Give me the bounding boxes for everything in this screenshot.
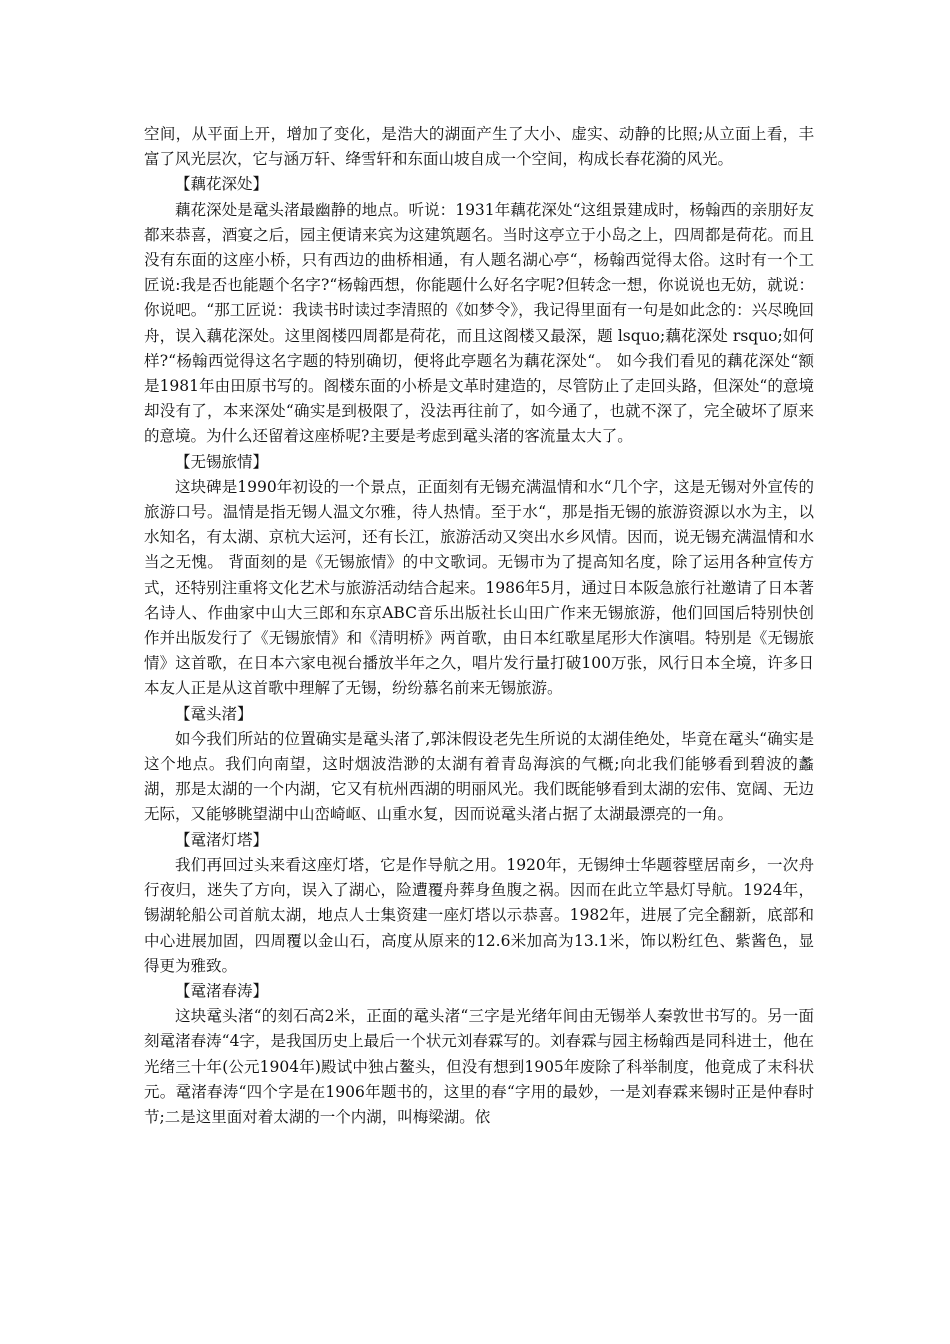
- section-heading-lighthouse: 【鼋渚灯塔】: [175, 830, 269, 849]
- paragraph-yuantouzhu: 如今我们所站的位置确实是鼋头渚了,郭沫假设老先生所说的太湖佳绝处，毕竟在鼋头“确实是这个地点。我们向南望，这时烟波浩渺的太湖有着青岛海滨的气概;向北我们能够看到碧波的蠡湖，那是太湖的一个内湖，它又有杭州西湖的明丽风光。我们既能够看到太湖的宏伟、宽阔、无边无际，又能够眺望湖中山峦崎岖、山重水复，因而说鼋头渚占据了太湖最漂亮的一角。: [144, 729, 814, 824]
- section-heading-chuntao: 【鼋渚春涛】: [175, 981, 269, 1000]
- paragraph-intro: 空间，从平面上开，增加了变化，是浩大的湖面产生了大小、虚实、动静的比照;从立面上看，丰富了风光层次，它与涵万轩、绛雪轩和东面山坡自成一个空间，构成长春花漪的风光。: [144, 125, 814, 169]
- paragraph-ouhua: 藕花深处是鼋头渚最幽静的地点。听说：1931年藕花深处“这组景建成时，杨翰西的亲朋好友都来恭喜，酒宴之后，园主便请来宾为这建筑题名。当时这亭立于小岛之上，四周都是荷花。而且没有东面的这座小桥，只有西边的曲桥相通，有人题名湖心亭“，杨翰西觉得太俗。这时有一个工匠说:我是否也能题个名字?“杨翰西想，你能题什么好名字呢?但转念一想，你说说也无妨，就说：你说吧。“那工匠说：我读书时读过李清照的《如梦令》，我记得里面有一句是如此念的：兴尽晚回舟，误入藕花深处。这里阁楼四周都是荷花，而且这阁楼又最深，题 lsquo;藕花深处 rsquo;如何样?“杨翰西觉得这名字题的特别确切，便将此亭题名为藕花深处“。 如今我们看见的藕花深处“额是1981年由田原书写的。阁楼东面的小桥是文革时建造的，尽管防止了走回头路，但深处“的意境却没有了，本来深处“确实是到极限了，没法再往前了，如今通了，也就不深了，完全破坏了原来的意境。为什么还留着这座桥呢?主要是考虑到鼋头渚的客流量太大了。: [144, 200, 814, 446]
- section-heading-ouhua: 【藕花深处】: [175, 175, 269, 194]
- paragraph-lighthouse: 我们再回过头来看这座灯塔，它是作导航之用。1920年，无锡绅士华题蓉壁居南乡，一次舟行夜归，迷失了方向，误入了湖心，险遭覆舟葬身鱼腹之祸。因而在此立竿悬灯导航。1924年，锡湖轮船公司首航太湖，地点人士集资建一座灯塔以示恭喜。1982年，进展了完全翻新，底部和中心进展加固，四周覆以金山石，高度从原来的12.6米加高为13.1米，饰以粉红色、紫酱色，显得更为雅致。: [144, 855, 814, 975]
- paragraph-wuxi-lvqing: 这块碑是1990年初设的一个景点，正面刻有无锡充满温情和水“几个字，这是无锡对外宣传的旅游口号。温情是指无锡人温文尔雅，待人热情。至于水“，那是指无锡的旅游资源以水为主，以水知名，有太湖、京杭大运河，还有长江，旅游活动又突出水乡风情。因而，说无锡充满温情和水当之无愧。 背面刻的是《无锡旅情》的中文歌词。无锡市为了提高知名度，除了运用各种宣传方式，还特别注重将文化艺术与旅游活动结合起来。1986年5月，通过日本阪急旅行社邀请了日本著名诗人、作曲家中山大三郎和东京ABC音乐出版社长山田广作来无锡旅游，他们回国后特别快创作并出版发行了《无锡旅情》和《清明桥》两首歌，由日本红歌星尾形大作演唱。特别是《无锡旅情》这首歌，在日本六家电视台播放半年之久，唱片发行量打破100万张，风行日本全境，许多日本友人正是从这首歌中理解了无锡，纷纷慕名前来无锡旅游。: [144, 477, 814, 698]
- paragraph-chuntao: 这块鼋头渚“的刻石高2米，正面的鼋头渚“三字是光绪年间由无锡举人秦敦世书写的。另一面刻鼋渚春涛“4字，是我国历史上最后一个状元刘春霖写的。刘春霖与园主杨翰西是同科进士，他在光绪三十年(公元1904年)殿试中独占鳌头，但没有想到1905年废除了科举制度，他竟成了末科状元。鼋渚春涛“四个字是在1906年题书的，这里的春“字用的最妙，一是刘春霖来锡时正是仲春时节;二是这里面对着太湖的一个内湖，叫梅梁湖。依: [144, 1007, 814, 1126]
- section-heading-wuxi-lvqing: 【无锡旅情】: [175, 452, 269, 471]
- document-page: [144, 122, 814, 1130]
- section-heading-yuantouzhu: 【鼋头渚】: [175, 704, 253, 723]
